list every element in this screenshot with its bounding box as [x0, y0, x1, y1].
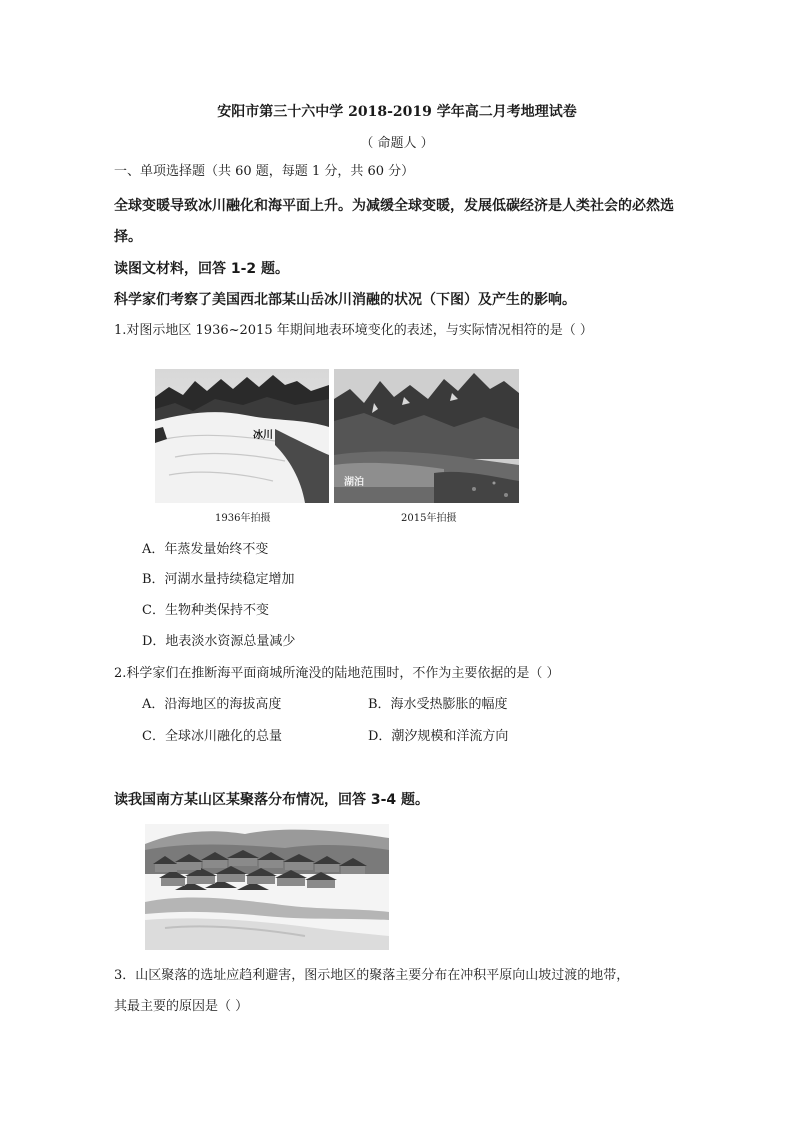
lake-label: 湖泊 [344, 477, 364, 488]
glacier-label: 冰川 [253, 430, 273, 441]
context-line: 科学家们考察了美国西北部某山岳冰川消融的状况（下图）及产生的影响。 [114, 292, 576, 308]
question-3-line-1: 3．山区聚落的选址应趋利避害，图示地区的聚落主要分布在冲积平原向山坡过渡的地带， [114, 968, 630, 983]
intro-line-1: 全球变暖导致冰川融化和海平面上升。为减缓全球变暖，发展低碳经济是人类社会的必然选 [114, 198, 674, 214]
caption-2015: 2015年拍摄 [401, 513, 457, 524]
q2-option-b: B．海水受热膨胀的幅度 [368, 697, 508, 712]
section-heading: 一、单项选择题（共 60 题，每题 1 分，共 60 分） [114, 164, 415, 179]
glacier-photo-1936 [155, 369, 329, 503]
question-1-stem: 1.对图示地区 1936~2015 年期间地表环境变化的表述，与实际情况相符的是（ ） [114, 323, 593, 338]
intro-line-2: 择。 [114, 229, 142, 245]
q2-option-a: A．沿海地区的海拔高度 [142, 697, 282, 712]
author-line: （ 命题人 ） [360, 136, 434, 151]
q2-option-c: C．全球冰川融化的总量 [142, 729, 282, 744]
q2-option-d: D．潮汐规模和洋流方向 [368, 729, 509, 744]
q1-option-d: D．地表淡水资源总量减少 [142, 634, 296, 649]
read-instruction-2: 读我国南方某山区某聚落分布情况，回答 3-4 题。 [114, 792, 430, 808]
read-instruction-1: 读图文材料，回答 1-2 题。 [114, 261, 290, 277]
exam-title: 安阳市第三十六中学 2018-2019 学年高二月考地理试卷 [217, 104, 577, 120]
question-2-stem: 2.科学家们在推断海平面商城所淹没的陆地范围时，不作为主要依据的是（ ） [114, 666, 560, 681]
lake-photo-2015 [334, 369, 519, 503]
q1-option-b: B．河湖水量持续稳定增加 [142, 572, 295, 587]
q1-option-c: C．生物种类保持不变 [142, 603, 269, 618]
caption-1936: 1936年拍摄 [215, 513, 271, 524]
q1-option-a: A．年蒸发量始终不变 [142, 542, 269, 557]
village-photo [145, 824, 389, 950]
question-3-line-2: 其最主要的原因是（ ） [114, 999, 249, 1014]
